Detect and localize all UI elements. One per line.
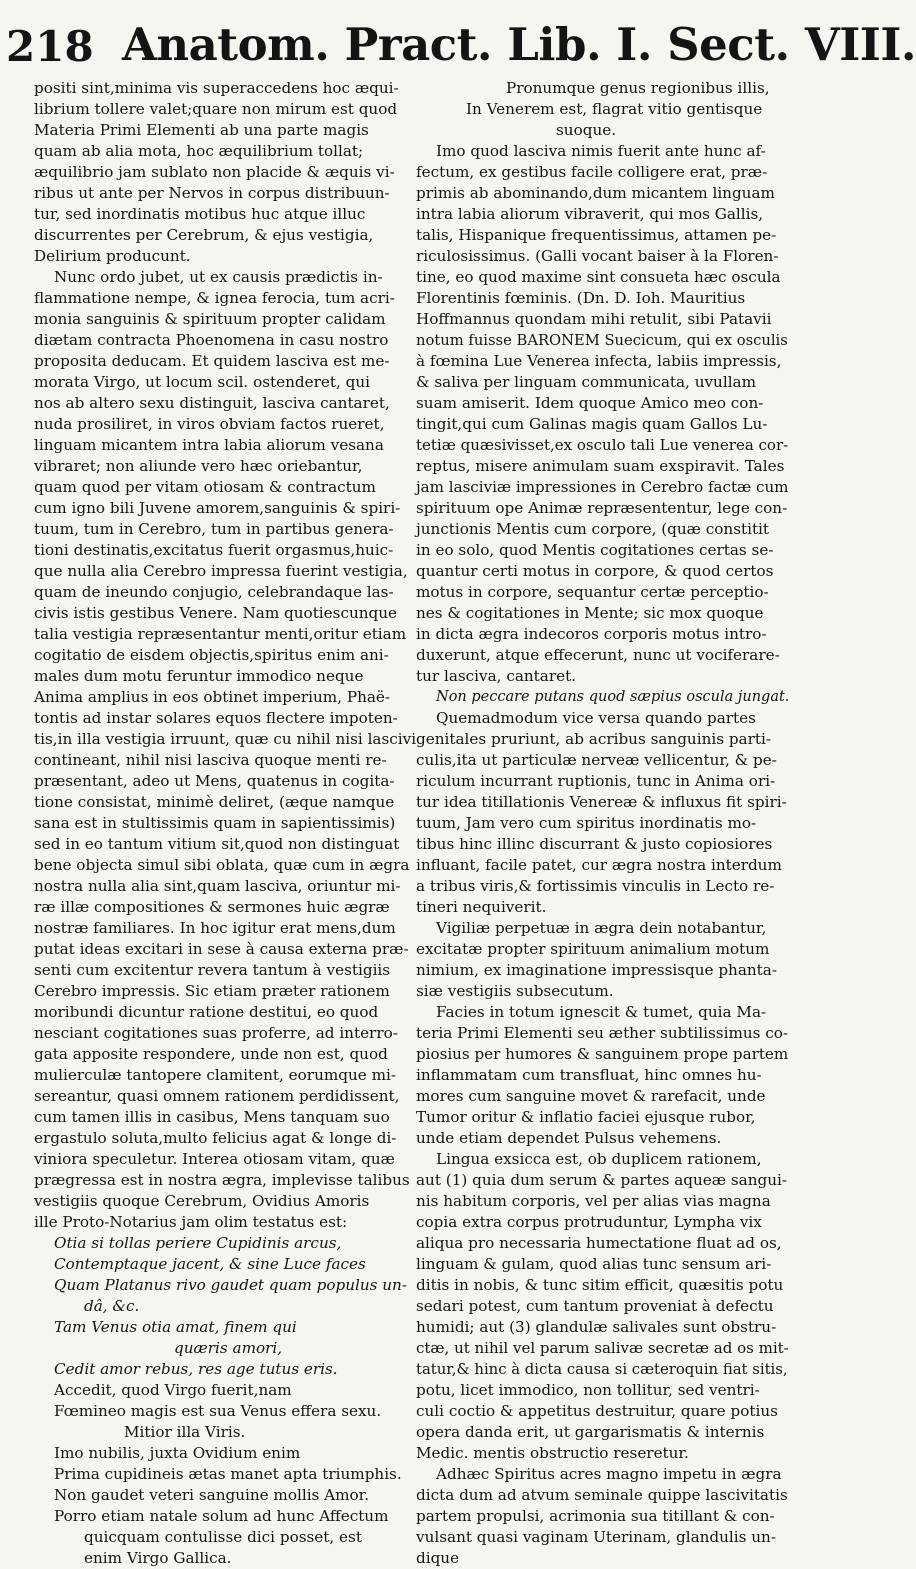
text-line: duxerunt, atque effecerunt, nunc ut vociferare- xyxy=(416,646,780,664)
text-line: piosius per humores & sanguinem prope partem xyxy=(416,1045,789,1063)
text-line: contineant, nihil nisi lasciva quoque menti re- xyxy=(34,751,387,769)
text-line: suoque. xyxy=(556,121,617,139)
text-line: Adhæc Spiritus acres magno impetu in ægra xyxy=(436,1465,782,1483)
text-line: nimium, ex imaginatione impressisque phanta- xyxy=(416,961,777,979)
text-line: ræ illæ compositiones & sermones huic ægræ xyxy=(34,898,390,916)
text-line: tetiæ quæsivisset,ex osculo tali Lue venerea cor- xyxy=(416,436,789,454)
text-line: Hoffmannus quondam mihi retulit, sibi Patavii xyxy=(416,310,772,328)
text-line: ribus ut ante per Nervos in corpus distribuun- xyxy=(34,184,390,202)
text-line: tatur,& hinc à dicta causa si cæteroquin fiat sitis, xyxy=(416,1361,788,1378)
text-line: Mitior illa Viris. xyxy=(124,1423,246,1441)
text-line: culi coctio & appetitus destruitur, quare potius xyxy=(416,1402,778,1420)
text-line: talis, Hispanique frequentissimus, attamen pe- xyxy=(416,226,777,244)
text-line: tur idea titillationis Venereæ & influxus fit spiri- xyxy=(416,793,787,811)
text-line: in eo solo, quod Mentis cogitationes certas se- xyxy=(416,541,774,559)
text-line: junctionis Mentis cum corpore, (quæ constitit xyxy=(416,520,770,538)
text-line: sed in eo tantum vitium sit,quod non distinguat xyxy=(34,835,400,853)
text-line: Contemptaque jacent, & sine Luce faces xyxy=(54,1255,366,1273)
text-line: Porro etiam natale solum ad hunc Affectum xyxy=(54,1507,389,1525)
text-line: linguam micantem intra labia aliorum vesana xyxy=(34,436,384,454)
text-line: enim Virgo Gallica. xyxy=(84,1549,232,1567)
running-head: Anatom. Pract. Lib. I. Sect. VIII. xyxy=(122,18,916,71)
text-line: monia sanguinis & spirituum propter calidam xyxy=(34,310,386,328)
text-line: Facies in totum ignescit & tumet, quia Ma- xyxy=(436,1003,767,1021)
text-line: copia extra corpus protruduntur, Lympha vix xyxy=(416,1213,762,1231)
text-line: discurrentes per Cerebrum, & ejus vestigia, xyxy=(34,226,374,244)
text-line: Fœmineo magis est sua Venus effera sexu. xyxy=(54,1402,382,1420)
text-line: Materia Primi Elementi ab una parte magis xyxy=(34,121,369,139)
text-line: tingit,qui cum Galinas magis quam Gallos Lu- xyxy=(416,415,768,433)
text-line: cogitatio de eisdem objectis,spiritus enim ani- xyxy=(34,646,389,664)
text-line: spirituum ope Animæ repræsententur, lege con- xyxy=(416,499,788,517)
text-line: nis habitum corporis, vel per alias vias magna xyxy=(416,1192,771,1210)
text-line: ille Proto-Notarius jam olim testatus est: xyxy=(34,1213,348,1231)
text-line: tioni destinatis,excitatus fuerit orgasmus,huic- xyxy=(34,541,394,559)
text-line: excitatæ propter spirituum animalium motum xyxy=(416,940,770,958)
text-line: Imo quod lasciva nimis fuerit ante hunc af- xyxy=(436,142,766,160)
text-line: nostræ familiares. In hoc igitur erat mens,dum xyxy=(34,919,396,937)
text-line: tur, sed inordinatis motibus huc atque illuc xyxy=(34,205,366,223)
text-line: tione consistat, minimè deliret, (æque namque xyxy=(34,793,395,811)
text-line: nesciant cogitationes suas proferre, ad interro- xyxy=(34,1024,398,1042)
text-line: tur lasciva, cantaret. xyxy=(416,667,577,685)
text-line: Medic. mentis obstructio reseretur. xyxy=(416,1444,689,1462)
text-line: unde etiam dependet Pulsus vehemens. xyxy=(416,1129,722,1147)
text-line: gata apposite respondere, unde non est, quod xyxy=(34,1045,388,1063)
text-line: Quam Platanus rivo gaudet quam populus un- xyxy=(54,1276,407,1294)
text-line: senti cum excitentur revera tantum à vestigiis xyxy=(34,961,391,979)
text-line: tis,in illa vestigia irruunt, quæ cu nihil nisi lascivi xyxy=(34,730,417,748)
text-line: a tribus viris,& fortissimis vinculis in Lecto re- xyxy=(416,877,775,895)
text-line: ctæ, ut nihil vel parum salivæ secretæ ad os mit- xyxy=(416,1339,789,1357)
page-number: 218 xyxy=(6,22,94,71)
text-line: mores cum sanguine movet & rarefacit, unde xyxy=(416,1087,766,1105)
text-line: & saliva per linguam communicata, uvullam xyxy=(416,373,757,391)
text-line: Lingua exsicca est, ob duplicem rationem, xyxy=(436,1150,762,1168)
text-line: tuum, tum in Cerebro, tum in partibus genera- xyxy=(34,520,394,538)
text-line: opera danda erit, ut gargarismatis & internis xyxy=(416,1423,765,1441)
text-line: ditis in nobis, & tunc sitim efficit, quæsitis potu xyxy=(416,1276,784,1294)
text-line: Delirium producunt. xyxy=(34,247,191,265)
right-column xyxy=(416,78,790,1567)
text-line: fectum, ex gestibus facile colligere erat, præ- xyxy=(416,163,768,181)
text-line: Vigiliæ perpetuæ in ægra dein notabantur, xyxy=(436,919,767,937)
text-line: talia vestigia repræsentantur menti,oritur etiam xyxy=(34,625,407,643)
text-line: à fœmina Lue Venerea infecta, labiis impressis, xyxy=(416,352,782,370)
text-line: sana est in stultissimis quam in sapientissimis) xyxy=(34,814,396,832)
text-line: cum igno bili Juvene amorem,sanguinis & spiri- xyxy=(34,499,401,517)
text-line: potu, licet immodico, non tollitur, sed ventri- xyxy=(416,1381,760,1399)
text-line: humidi; aut (3) glandulæ salivales sunt obstru- xyxy=(416,1318,777,1336)
text-line: genitales pruriunt, ab acribus sanguinis parti- xyxy=(416,730,771,748)
text-line: Imo nubilis, juxta Ovidium enim xyxy=(54,1444,301,1462)
text-line: moribundi dicuntur ratione destitui, eo quod xyxy=(34,1003,379,1021)
text-line: reptus, misere animulam suam exspiravit. Tales xyxy=(416,457,785,475)
text-line: intra labia aliorum vibraverit, qui mos Gallis, xyxy=(416,205,764,223)
text-line: sedari potest, cum tantum proveniat à defectu xyxy=(416,1297,774,1315)
text-line: bene objecta simul sibi oblata, quæ cum in ægra xyxy=(34,856,410,874)
text-line: nostra nulla alia sint,quam lasciva, oriuntur mi- xyxy=(34,877,401,895)
text-line: diætam contracta Phoenomena in casu nostro xyxy=(34,331,389,349)
text-line: aliqua pro necessaria humectatione fluat ad os, xyxy=(416,1234,782,1252)
text-line: inflammatam cum transfluat, hinc omnes hu- xyxy=(416,1066,762,1084)
text-line: viniora speculetur. Interea otiosam vitam, quæ xyxy=(34,1150,395,1168)
text-line: jam lasciviæ impressiones in Cerebro factæ cum xyxy=(416,478,789,496)
text-line: vibraret; non aliunde vero hæc oriebantur, xyxy=(34,457,363,475)
text-line: cum tamen illis in casibus, Mens tanquam suo xyxy=(34,1108,390,1126)
text-line: Florentinis fœminis. (Dn. D. Ioh. Mauritius xyxy=(416,289,746,307)
page-header xyxy=(0,8,916,78)
text-line: quicquam contulisse dici posset, est xyxy=(84,1528,362,1546)
text-line: præsentant, adeo ut Mens, quatenus in cogita- xyxy=(34,772,395,790)
text-line: aut (1) quia dum serum & partes aqueæ sangui- xyxy=(416,1171,788,1189)
text-line: que nulla alia Cerebro impressa fuerint vestigia, xyxy=(34,562,408,580)
text-line: quam quod per vitam otiosam & contractum xyxy=(34,478,376,496)
text-line: Non gaudet veteri sanguine mollis Amor. xyxy=(54,1486,370,1504)
text-line: dique xyxy=(416,1549,460,1567)
text-line: males dum motu feruntur immodico neque xyxy=(34,667,364,685)
text-line: Otia si tollas periere Cupidinis arcus, xyxy=(54,1234,342,1252)
text-line: ergastulo soluta,multo felicius agat & longe di- xyxy=(34,1129,397,1147)
text-line: Non peccare putans quod sæpius oscula jungat. xyxy=(436,689,790,705)
text-line: teria Primi Elementi seu æther subtilissimus co- xyxy=(416,1024,789,1042)
text-line: Prima cupidineis ætas manet apta triumphis. xyxy=(54,1465,402,1483)
text-line: tineri nequiverit. xyxy=(416,898,547,916)
text-line: suam amiserit. Idem quoque Amico meo con- xyxy=(416,394,764,412)
text-line: quam ab alia mota, hoc æquilibrium tollat; xyxy=(34,142,364,160)
text-line: nuda prosiliret, in viros obviam factos rueret, xyxy=(34,415,385,433)
text-line: morata Virgo, ut locum scil. ostenderet, qui xyxy=(34,373,370,391)
text-line: vestigiis quoque Cerebrum, Ovidius Amoris xyxy=(34,1192,370,1210)
text-line: culis,ita ut particulæ nerveæ vellicentur, & pe- xyxy=(416,751,777,769)
text-line: mulierculæ tantopere clamitent, eorumque mi- xyxy=(34,1066,396,1084)
text-line: sereantur, quasi omnem rationem perdidissent, xyxy=(34,1087,400,1105)
text-line: tine, eo quod maxime sint consueta hæc oscula xyxy=(416,268,781,286)
text-line: Accedit, quod Virgo fuerit,nam xyxy=(54,1381,292,1399)
text-line: dâ, &c. xyxy=(84,1297,140,1315)
left-column xyxy=(34,78,417,1567)
text-line: putat ideas excitari in sese à causa externa præ- xyxy=(34,940,409,958)
text-line: vulsant quasi vaginam Uterinam, glandulis un- xyxy=(416,1528,776,1546)
text-line: tibus hinc illinc discurrant & justo copiosiores xyxy=(416,835,773,853)
text-line: partem propulsi, acrimonia sua titillant & con- xyxy=(416,1507,775,1525)
text-line: prægressa est in nostra ægra, implevisse talibus xyxy=(34,1171,410,1189)
text-line: flammatione nempe, & ignea ferocia, tum acri- xyxy=(34,289,395,307)
text-line: civis istis gestibus Venere. Nam quotiescunque xyxy=(34,604,398,622)
text-line: nes & cogitationes in Mente; sic mox quoque xyxy=(416,604,764,622)
text-line: motus in corpore, sequantur certæ perceptio- xyxy=(416,583,769,601)
text-line: tuum, Jam vero cum spiritus inordinatis mo- xyxy=(416,814,757,832)
text-line: quam de ineundo conjugio, celebrandaque las- xyxy=(34,583,394,601)
text-line: riculosissimus. (Galli vocant baiser à la Floren- xyxy=(416,247,779,265)
text-line: Cedit amor rebus, res age tutus eris. xyxy=(54,1360,338,1378)
text-line: librium tollere valet;quare non mirum est quod xyxy=(34,100,398,118)
text-line: tontis ad instar solares equos flectere impoten- xyxy=(34,709,398,727)
text-line: siæ vestigiis subsecutum. xyxy=(416,982,614,1000)
text-line: linguam & gulam, quod alias tunc sensum ari- xyxy=(416,1255,772,1273)
text-line: quæris amori, xyxy=(174,1339,283,1357)
text-line: In Venerem est, flagrat vitio gentisque xyxy=(466,100,763,118)
text-line: primis ab abominando,dum micantem linguam xyxy=(416,184,775,202)
text-line: Cerebro impressis. Sic etiam præter rationem xyxy=(34,982,390,1000)
text-line: notum fuisse BARONEM Suecicum, qui ex osculis xyxy=(416,332,788,349)
text-line: Tam Venus otia amat, finem qui xyxy=(54,1318,297,1336)
text-line: Nunc ordo jubet, ut ex causis prædictis in- xyxy=(54,268,383,286)
text-line: in dicta ægra indecoros corporis motus intro- xyxy=(416,625,767,643)
text-line: nos ab altero sexu distinguit, lasciva cantaret, xyxy=(34,394,390,412)
text-line: Anima amplius in eos obtinet imperium, Phaë- xyxy=(34,688,391,706)
text-line: proposita deducam. Et quidem lasciva est me- xyxy=(34,352,390,370)
text-line: Quemadmodum vice versa quando partes xyxy=(436,709,756,727)
text-line: æquilibrio jam sublato non placide & æquis vi- xyxy=(34,163,395,181)
text-line: positi sint,minima vis superaccedens hoc æqui- xyxy=(34,79,399,97)
text-line: influant, facile patet, cur ægra nostra interdum xyxy=(416,856,782,874)
text-line: Tumor oritur & inflatio faciei ejusque rubor, xyxy=(416,1108,756,1126)
text-line: quantur certi motus in corpore, & quod certos xyxy=(416,562,774,580)
text-line: Pronumque genus regionibus illis, xyxy=(506,79,770,97)
text-line: dicta dum ad atvum seminale quippe lascivitatis xyxy=(416,1486,788,1504)
text-line: riculum incurrant ruptionis, tunc in Anima ori- xyxy=(416,772,776,790)
